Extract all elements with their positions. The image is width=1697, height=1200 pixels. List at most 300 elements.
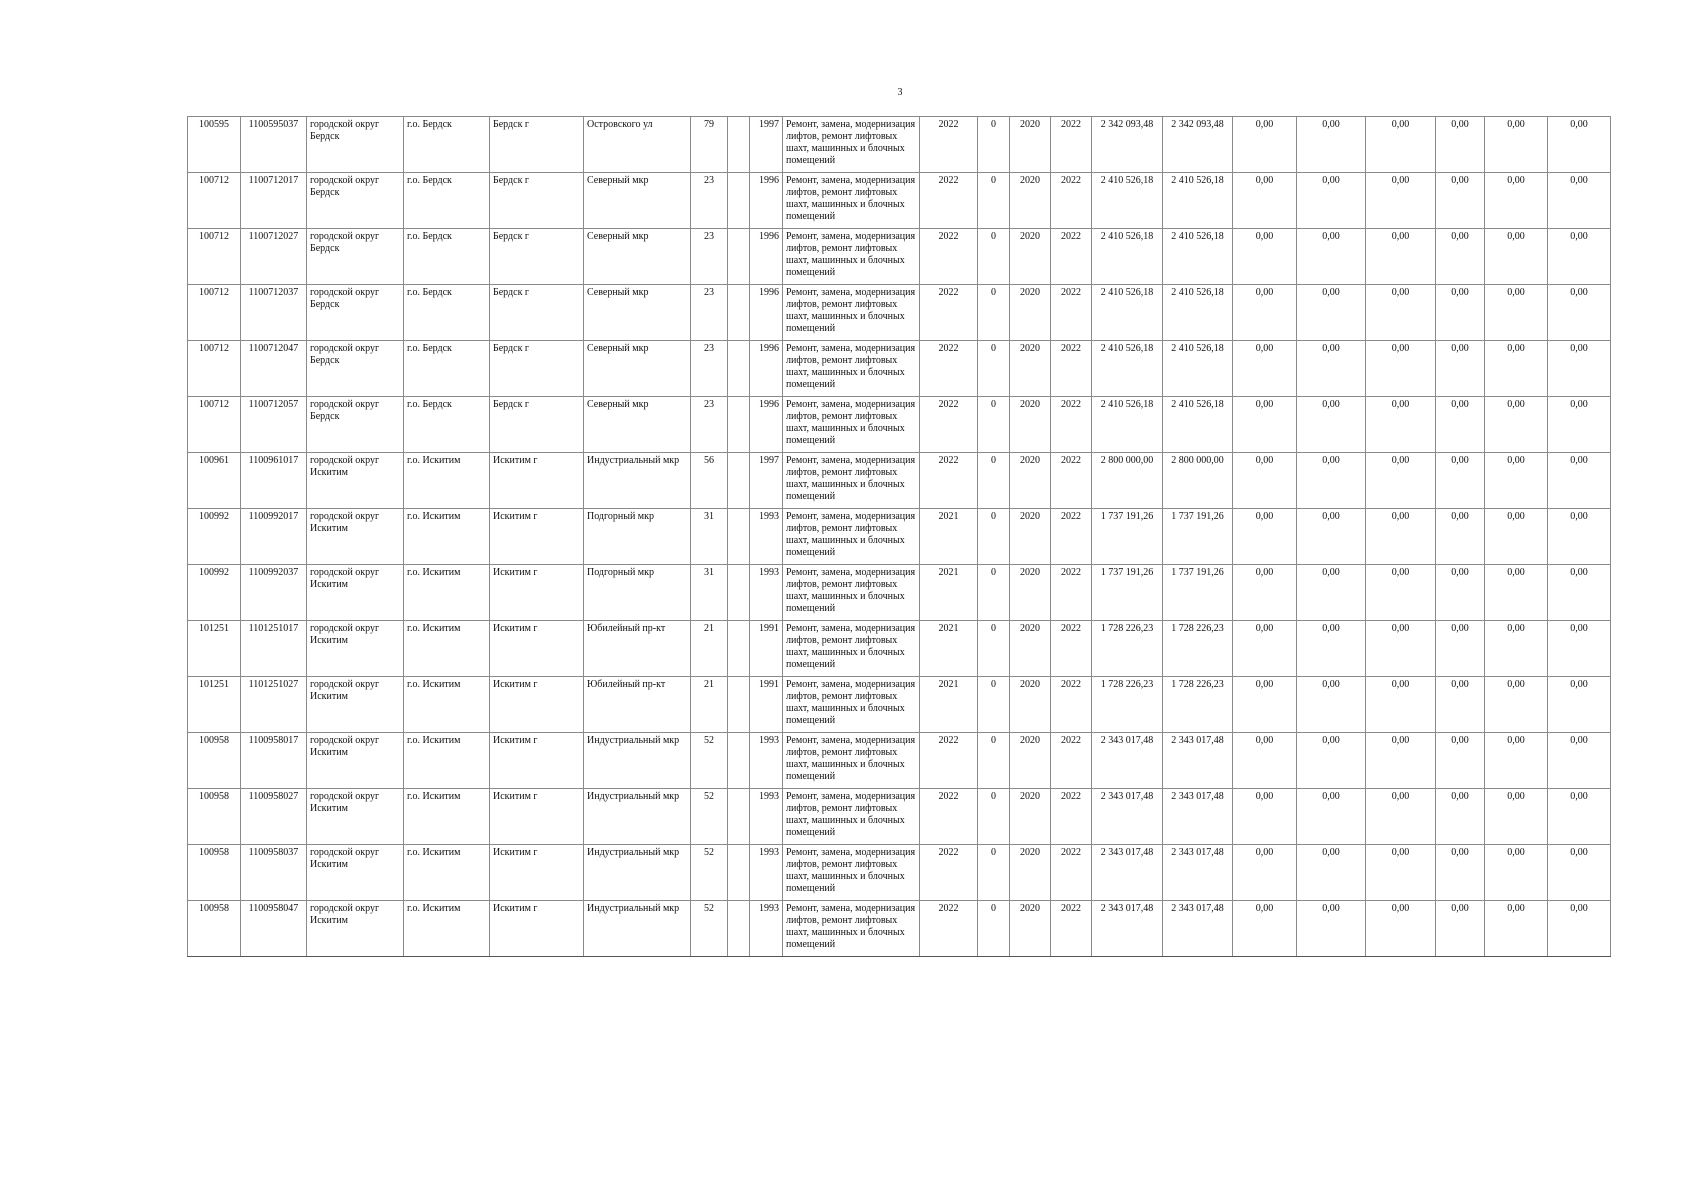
amount-4-cell: 0,00	[1436, 733, 1485, 789]
amount-4-cell: 0,00	[1436, 677, 1485, 733]
building-cell	[728, 453, 750, 509]
amount-6-cell: 0,00	[1548, 789, 1611, 845]
locality-cell: Бердск г	[490, 117, 584, 173]
amount-3-cell: 0,00	[1366, 117, 1436, 173]
house-id-cell: 100712	[188, 173, 241, 229]
amount-4-cell: 0,00	[1436, 229, 1485, 285]
flag-cell: 0	[978, 901, 1010, 957]
period-end-cell: 2022	[1051, 173, 1092, 229]
element-id-cell: 1100712057	[241, 397, 307, 453]
amount-5-cell: 0,00	[1485, 229, 1548, 285]
locality-cell: Искитим г	[490, 677, 584, 733]
cost-total-cell: 2 342 093,48	[1092, 117, 1163, 173]
house-id-cell: 100595	[188, 117, 241, 173]
amount-1-cell: 0,00	[1233, 677, 1297, 733]
amount-4-cell: 0,00	[1436, 845, 1485, 901]
locality-cell: Искитим г	[490, 733, 584, 789]
amount-3-cell: 0,00	[1366, 285, 1436, 341]
amount-5-cell: 0,00	[1485, 117, 1548, 173]
planned-year-cell: 2022	[920, 453, 978, 509]
period-start-cell: 2020	[1010, 565, 1051, 621]
flag-cell: 0	[978, 173, 1010, 229]
amount-2-cell: 0,00	[1297, 117, 1366, 173]
locality-cell: Искитим г	[490, 901, 584, 957]
amount-4-cell: 0,00	[1436, 453, 1485, 509]
work-type-cell: Ремонт, замена, модернизация лифтов, ремонт лифтовых шахт, машинных и блочных помещений	[783, 733, 920, 789]
house-number-cell: 52	[691, 789, 728, 845]
work-type-cell: Ремонт, замена, модернизация лифтов, ремонт лифтовых шахт, машинных и блочных помещений	[783, 117, 920, 173]
period-start-cell: 2020	[1010, 341, 1051, 397]
year-built-cell: 1993	[750, 845, 783, 901]
municipality-cell: городской округ Искитим	[307, 845, 404, 901]
amount-1-cell: 0,00	[1233, 621, 1297, 677]
cost-total-cell: 2 410 526,18	[1092, 285, 1163, 341]
municipality-cell: городской округ Искитим	[307, 509, 404, 565]
element-id-cell: 1100958017	[241, 733, 307, 789]
house-id-cell: 100958	[188, 901, 241, 957]
municipality-cell: городской округ Бердск	[307, 341, 404, 397]
district-cell: г.о. Искитим	[404, 733, 490, 789]
amount-1-cell: 0,00	[1233, 453, 1297, 509]
municipality-cell: городской округ Бердск	[307, 285, 404, 341]
locality-cell: Бердск г	[490, 341, 584, 397]
table-row	[188, 677, 1611, 733]
table-row	[188, 117, 1611, 173]
amount-3-cell: 0,00	[1366, 733, 1436, 789]
amount-3-cell: 0,00	[1366, 173, 1436, 229]
building-cell	[728, 789, 750, 845]
cost-fund-cell: 2 343 017,48	[1163, 901, 1233, 957]
municipality-cell: городской округ Искитим	[307, 789, 404, 845]
amount-5-cell: 0,00	[1485, 341, 1548, 397]
house-id-cell: 100712	[188, 397, 241, 453]
year-built-cell: 1993	[750, 789, 783, 845]
building-cell	[728, 397, 750, 453]
work-type-cell: Ремонт, замена, модернизация лифтов, ремонт лифтовых шахт, машинных и блочных помещений	[783, 565, 920, 621]
cost-fund-cell: 2 800 000,00	[1163, 453, 1233, 509]
planned-year-cell: 2022	[920, 733, 978, 789]
locality-cell: Искитим г	[490, 621, 584, 677]
element-id-cell: 1101251017	[241, 621, 307, 677]
amount-6-cell: 0,00	[1548, 509, 1611, 565]
amount-6-cell: 0,00	[1548, 621, 1611, 677]
period-start-cell: 2020	[1010, 397, 1051, 453]
amount-2-cell: 0,00	[1297, 509, 1366, 565]
house-id-cell: 100958	[188, 733, 241, 789]
house-number-cell: 31	[691, 565, 728, 621]
year-built-cell: 1996	[750, 341, 783, 397]
cost-total-cell: 2 800 000,00	[1092, 453, 1163, 509]
house-number-cell: 23	[691, 341, 728, 397]
cost-total-cell: 2 343 017,48	[1092, 789, 1163, 845]
amount-6-cell: 0,00	[1548, 397, 1611, 453]
house-number-cell: 52	[691, 845, 728, 901]
house-id-cell: 100992	[188, 565, 241, 621]
district-cell: г.о. Искитим	[404, 789, 490, 845]
element-id-cell: 1100958047	[241, 901, 307, 957]
planned-year-cell: 2022	[920, 229, 978, 285]
district-cell: г.о. Бердск	[404, 397, 490, 453]
planned-year-cell: 2021	[920, 565, 978, 621]
cost-total-cell: 2 410 526,18	[1092, 173, 1163, 229]
planned-year-cell: 2022	[920, 341, 978, 397]
house-number-cell: 23	[691, 173, 728, 229]
street-cell: Северный мкр	[584, 397, 691, 453]
work-type-cell: Ремонт, замена, модернизация лифтов, ремонт лифтовых шахт, машинных и блочных помещений	[783, 677, 920, 733]
table-row	[188, 397, 1611, 453]
amount-2-cell: 0,00	[1297, 397, 1366, 453]
amount-6-cell: 0,00	[1548, 229, 1611, 285]
amount-2-cell: 0,00	[1297, 845, 1366, 901]
flag-cell: 0	[978, 789, 1010, 845]
amount-5-cell: 0,00	[1485, 509, 1548, 565]
year-built-cell: 1993	[750, 733, 783, 789]
work-type-cell: Ремонт, замена, модернизация лифтов, ремонт лифтовых шахт, машинных и блочных помещений	[783, 285, 920, 341]
amount-6-cell: 0,00	[1548, 173, 1611, 229]
cost-total-cell: 2 410 526,18	[1092, 397, 1163, 453]
district-cell: г.о. Искитим	[404, 509, 490, 565]
cost-fund-cell: 1 737 191,26	[1163, 565, 1233, 621]
amount-4-cell: 0,00	[1436, 901, 1485, 957]
street-cell: Индустриальный мкр	[584, 453, 691, 509]
cost-fund-cell: 1 737 191,26	[1163, 509, 1233, 565]
amount-3-cell: 0,00	[1366, 397, 1436, 453]
year-built-cell: 1991	[750, 621, 783, 677]
period-start-cell: 2020	[1010, 845, 1051, 901]
municipality-cell: городской округ Искитим	[307, 453, 404, 509]
page-number: 3	[897, 87, 903, 98]
work-type-cell: Ремонт, замена, модернизация лифтов, ремонт лифтовых шахт, машинных и блочных помещений	[783, 397, 920, 453]
year-built-cell: 1991	[750, 677, 783, 733]
planned-year-cell: 2022	[920, 845, 978, 901]
amount-2-cell: 0,00	[1297, 229, 1366, 285]
planned-year-cell: 2022	[920, 173, 978, 229]
building-cell	[728, 117, 750, 173]
period-end-cell: 2022	[1051, 285, 1092, 341]
year-built-cell: 1993	[750, 565, 783, 621]
amount-4-cell: 0,00	[1436, 173, 1485, 229]
amount-4-cell: 0,00	[1436, 397, 1485, 453]
period-end-cell: 2022	[1051, 453, 1092, 509]
amount-2-cell: 0,00	[1297, 453, 1366, 509]
cost-total-cell: 2 410 526,18	[1092, 341, 1163, 397]
district-cell: г.о. Бердск	[404, 341, 490, 397]
table-row	[188, 901, 1611, 957]
street-cell: Подгорный мкр	[584, 565, 691, 621]
street-cell: Юбилейный пр-кт	[584, 621, 691, 677]
municipality-cell: городской округ Искитим	[307, 621, 404, 677]
element-id-cell: 1100992037	[241, 565, 307, 621]
house-number-cell: 21	[691, 621, 728, 677]
period-end-cell: 2022	[1051, 509, 1092, 565]
house-number-cell: 79	[691, 117, 728, 173]
district-cell: г.о. Бердск	[404, 285, 490, 341]
street-cell: Северный мкр	[584, 173, 691, 229]
amount-2-cell: 0,00	[1297, 621, 1366, 677]
cost-total-cell: 1 737 191,26	[1092, 565, 1163, 621]
amount-3-cell: 0,00	[1366, 901, 1436, 957]
house-number-cell: 23	[691, 285, 728, 341]
municipality-cell: городской округ Искитим	[307, 733, 404, 789]
building-cell	[728, 565, 750, 621]
table-row	[188, 341, 1611, 397]
period-end-cell: 2022	[1051, 397, 1092, 453]
amount-1-cell: 0,00	[1233, 117, 1297, 173]
building-cell	[728, 845, 750, 901]
year-built-cell: 1996	[750, 173, 783, 229]
house-number-cell: 52	[691, 901, 728, 957]
locality-cell: Искитим г	[490, 845, 584, 901]
amount-5-cell: 0,00	[1485, 397, 1548, 453]
period-end-cell: 2022	[1051, 733, 1092, 789]
period-start-cell: 2020	[1010, 453, 1051, 509]
amount-6-cell: 0,00	[1548, 285, 1611, 341]
flag-cell: 0	[978, 621, 1010, 677]
street-cell: Индустриальный мкр	[584, 789, 691, 845]
amount-4-cell: 0,00	[1436, 565, 1485, 621]
work-type-cell: Ремонт, замена, модернизация лифтов, ремонт лифтовых шахт, машинных и блочных помещений	[783, 173, 920, 229]
building-cell	[728, 509, 750, 565]
amount-1-cell: 0,00	[1233, 341, 1297, 397]
year-built-cell: 1996	[750, 285, 783, 341]
cost-total-cell: 1 728 226,23	[1092, 677, 1163, 733]
locality-cell: Искитим г	[490, 789, 584, 845]
element-id-cell: 1100712047	[241, 341, 307, 397]
amount-6-cell: 0,00	[1548, 677, 1611, 733]
planned-year-cell: 2021	[920, 509, 978, 565]
cost-total-cell: 2 343 017,48	[1092, 845, 1163, 901]
amount-2-cell: 0,00	[1297, 173, 1366, 229]
cost-fund-cell: 2 343 017,48	[1163, 789, 1233, 845]
amount-5-cell: 0,00	[1485, 845, 1548, 901]
house-id-cell: 100712	[188, 285, 241, 341]
amount-5-cell: 0,00	[1485, 733, 1548, 789]
district-cell: г.о. Искитим	[404, 453, 490, 509]
planned-year-cell: 2021	[920, 677, 978, 733]
year-built-cell: 1996	[750, 229, 783, 285]
table-row	[188, 733, 1611, 789]
amount-3-cell: 0,00	[1366, 677, 1436, 733]
amount-2-cell: 0,00	[1297, 733, 1366, 789]
cost-fund-cell: 2 410 526,18	[1163, 341, 1233, 397]
municipality-cell: городской округ Искитим	[307, 565, 404, 621]
element-id-cell: 1100595037	[241, 117, 307, 173]
building-cell	[728, 733, 750, 789]
flag-cell: 0	[978, 285, 1010, 341]
house-id-cell: 101251	[188, 621, 241, 677]
house-number-cell: 31	[691, 509, 728, 565]
amount-1-cell: 0,00	[1233, 789, 1297, 845]
district-cell: г.о. Искитим	[404, 901, 490, 957]
amount-1-cell: 0,00	[1233, 733, 1297, 789]
house-id-cell: 100958	[188, 789, 241, 845]
period-start-cell: 2020	[1010, 621, 1051, 677]
locality-cell: Искитим г	[490, 565, 584, 621]
flag-cell: 0	[978, 341, 1010, 397]
flag-cell: 0	[978, 397, 1010, 453]
house-id-cell: 100712	[188, 341, 241, 397]
planned-year-cell: 2022	[920, 397, 978, 453]
amount-5-cell: 0,00	[1485, 285, 1548, 341]
municipality-cell: городской округ Бердск	[307, 173, 404, 229]
period-end-cell: 2022	[1051, 565, 1092, 621]
amount-1-cell: 0,00	[1233, 173, 1297, 229]
period-start-cell: 2020	[1010, 229, 1051, 285]
district-cell: г.о. Бердск	[404, 117, 490, 173]
table-row	[188, 789, 1611, 845]
district-cell: г.о. Искитим	[404, 565, 490, 621]
amount-4-cell: 0,00	[1436, 621, 1485, 677]
amount-6-cell: 0,00	[1548, 901, 1611, 957]
amount-4-cell: 0,00	[1436, 117, 1485, 173]
cost-total-cell: 1 737 191,26	[1092, 509, 1163, 565]
planned-year-cell: 2022	[920, 789, 978, 845]
cost-fund-cell: 1 728 226,23	[1163, 677, 1233, 733]
period-start-cell: 2020	[1010, 285, 1051, 341]
locality-cell: Бердск г	[490, 285, 584, 341]
district-cell: г.о. Бердск	[404, 229, 490, 285]
amount-6-cell: 0,00	[1548, 341, 1611, 397]
amount-5-cell: 0,00	[1485, 677, 1548, 733]
amount-1-cell: 0,00	[1233, 845, 1297, 901]
element-id-cell: 1101251027	[241, 677, 307, 733]
element-id-cell: 1100712027	[241, 229, 307, 285]
district-cell: г.о. Искитим	[404, 845, 490, 901]
year-built-cell: 1993	[750, 509, 783, 565]
work-type-cell: Ремонт, замена, модернизация лифтов, ремонт лифтовых шахт, машинных и блочных помещений	[783, 229, 920, 285]
table-row	[188, 621, 1611, 677]
street-cell: Индустриальный мкр	[584, 845, 691, 901]
table-row	[188, 453, 1611, 509]
amount-5-cell: 0,00	[1485, 621, 1548, 677]
amount-5-cell: 0,00	[1485, 453, 1548, 509]
planned-year-cell: 2021	[920, 621, 978, 677]
cost-total-cell: 1 728 226,23	[1092, 621, 1163, 677]
amount-2-cell: 0,00	[1297, 789, 1366, 845]
flag-cell: 0	[978, 509, 1010, 565]
amount-5-cell: 0,00	[1485, 789, 1548, 845]
municipality-cell: городской округ Бердск	[307, 117, 404, 173]
amount-3-cell: 0,00	[1366, 845, 1436, 901]
house-number-cell: 23	[691, 397, 728, 453]
period-end-cell: 2022	[1051, 845, 1092, 901]
locality-cell: Бердск г	[490, 397, 584, 453]
year-built-cell: 1993	[750, 901, 783, 957]
house-id-cell: 100961	[188, 453, 241, 509]
amount-1-cell: 0,00	[1233, 229, 1297, 285]
cost-fund-cell: 2 410 526,18	[1163, 285, 1233, 341]
street-cell: Индустриальный мкр	[584, 901, 691, 957]
house-id-cell: 100958	[188, 845, 241, 901]
flag-cell: 0	[978, 733, 1010, 789]
table-row	[188, 173, 1611, 229]
element-id-cell: 1100958027	[241, 789, 307, 845]
planned-year-cell: 2022	[920, 901, 978, 957]
planned-year-cell: 2022	[920, 285, 978, 341]
district-cell: г.о. Бердск	[404, 173, 490, 229]
work-type-cell: Ремонт, замена, модернизация лифтов, ремонт лифтовых шахт, машинных и блочных помещений	[783, 621, 920, 677]
house-number-cell: 21	[691, 677, 728, 733]
flag-cell: 0	[978, 453, 1010, 509]
amount-3-cell: 0,00	[1366, 341, 1436, 397]
street-cell: Северный мкр	[584, 341, 691, 397]
capital-repair-table	[187, 116, 1611, 957]
building-cell	[728, 229, 750, 285]
amount-6-cell: 0,00	[1548, 117, 1611, 173]
period-end-cell: 2022	[1051, 789, 1092, 845]
work-type-cell: Ремонт, замена, модернизация лифтов, ремонт лифтовых шахт, машинных и блочных помещений	[783, 845, 920, 901]
work-type-cell: Ремонт, замена, модернизация лифтов, ремонт лифтовых шахт, машинных и блочных помещений	[783, 341, 920, 397]
cost-fund-cell: 2 410 526,18	[1163, 397, 1233, 453]
amount-5-cell: 0,00	[1485, 565, 1548, 621]
period-start-cell: 2020	[1010, 733, 1051, 789]
period-end-cell: 2022	[1051, 901, 1092, 957]
cost-fund-cell: 2 343 017,48	[1163, 733, 1233, 789]
cost-fund-cell: 2 343 017,48	[1163, 845, 1233, 901]
period-start-cell: 2020	[1010, 173, 1051, 229]
amount-6-cell: 0,00	[1548, 733, 1611, 789]
year-built-cell: 1997	[750, 117, 783, 173]
house-id-cell: 100712	[188, 229, 241, 285]
period-end-cell: 2022	[1051, 621, 1092, 677]
element-id-cell: 1100958037	[241, 845, 307, 901]
amount-5-cell: 0,00	[1485, 173, 1548, 229]
period-start-cell: 2020	[1010, 117, 1051, 173]
amount-3-cell: 0,00	[1366, 565, 1436, 621]
municipality-cell: городской округ Бердск	[307, 229, 404, 285]
street-cell: Северный мкр	[584, 285, 691, 341]
flag-cell: 0	[978, 117, 1010, 173]
cost-fund-cell: 2 410 526,18	[1163, 229, 1233, 285]
period-end-cell: 2022	[1051, 117, 1092, 173]
building-cell	[728, 677, 750, 733]
amount-3-cell: 0,00	[1366, 453, 1436, 509]
table-row	[188, 229, 1611, 285]
amount-1-cell: 0,00	[1233, 565, 1297, 621]
cost-fund-cell: 2 342 093,48	[1163, 117, 1233, 173]
cost-fund-cell: 1 728 226,23	[1163, 621, 1233, 677]
table-row	[188, 285, 1611, 341]
period-start-cell: 2020	[1010, 901, 1051, 957]
street-cell: Индустриальный мкр	[584, 733, 691, 789]
period-end-cell: 2022	[1051, 341, 1092, 397]
building-cell	[728, 621, 750, 677]
flag-cell: 0	[978, 565, 1010, 621]
amount-1-cell: 0,00	[1233, 397, 1297, 453]
amount-4-cell: 0,00	[1436, 341, 1485, 397]
table-row	[188, 565, 1611, 621]
work-type-cell: Ремонт, замена, модернизация лифтов, ремонт лифтовых шахт, машинных и блочных помещений	[783, 509, 920, 565]
period-start-cell: 2020	[1010, 677, 1051, 733]
amount-1-cell: 0,00	[1233, 901, 1297, 957]
amount-4-cell: 0,00	[1436, 789, 1485, 845]
cost-total-cell: 2 343 017,48	[1092, 901, 1163, 957]
municipality-cell: городской округ Искитим	[307, 677, 404, 733]
table-row	[188, 845, 1611, 901]
amount-6-cell: 0,00	[1548, 845, 1611, 901]
building-cell	[728, 285, 750, 341]
street-cell: Островского ул	[584, 117, 691, 173]
year-built-cell: 1996	[750, 397, 783, 453]
element-id-cell: 1100712017	[241, 173, 307, 229]
planned-year-cell: 2022	[920, 117, 978, 173]
building-cell	[728, 173, 750, 229]
street-cell: Юбилейный пр-кт	[584, 677, 691, 733]
municipality-cell: городской округ Бердск	[307, 397, 404, 453]
year-built-cell: 1997	[750, 453, 783, 509]
element-id-cell: 1100992017	[241, 509, 307, 565]
amount-1-cell: 0,00	[1233, 509, 1297, 565]
